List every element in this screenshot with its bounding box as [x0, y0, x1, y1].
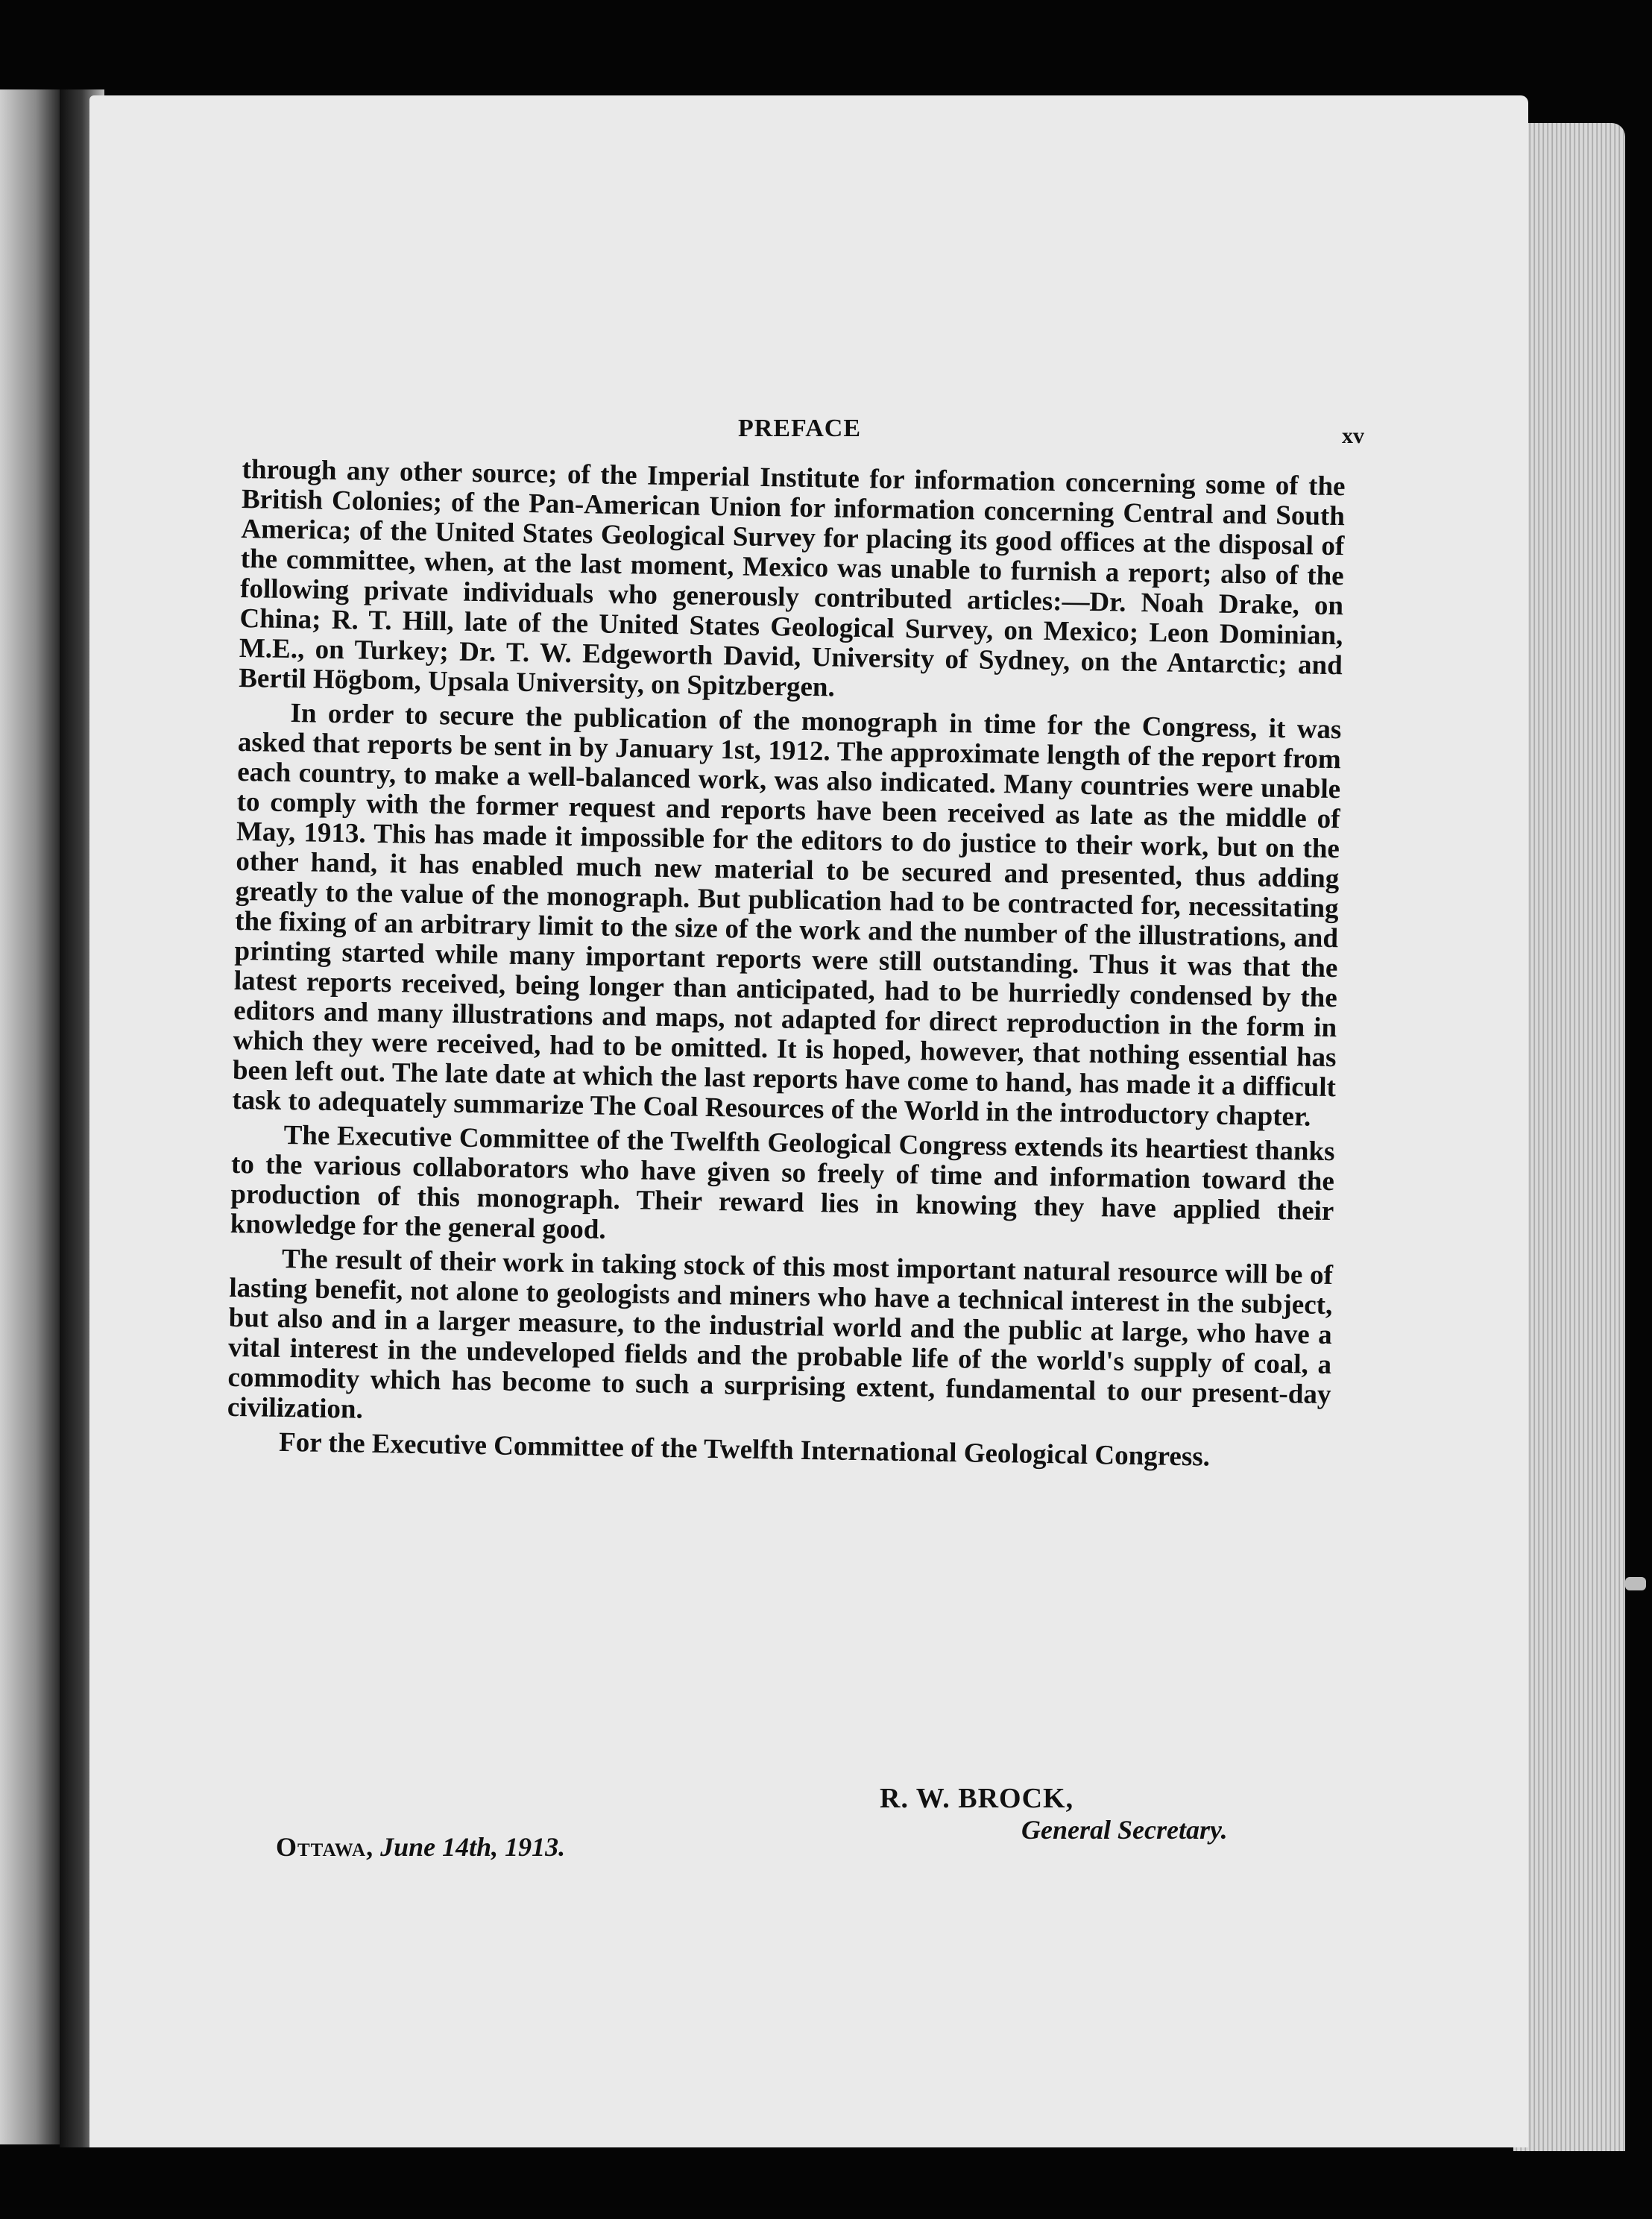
preface-body: [227, 455, 1346, 1479]
paragraph-result: The result of their work in taking stock of this most important natural resource will be of lasting benefit, not alone to geologists and miners who have a technical interest in the subject, but also and in a larger measure, to the industrial world and the public at large, who have a vital interest in the undeveloped fields and the probable life of the world's supply of coal, a commodity which has become to such a surprising extent, fundamental to our present-day civilization.: [227, 1243, 1334, 1425]
page-edge-tab: [1625, 1577, 1646, 1590]
paragraph-thanks: The Executive Committee of the Twelfth Geological Congress extends its heartiest thanks to the various collaborators who have given so freely of time and information toward the production of this monograph. Their reward lies in knowing they have applied their knowledge for the general good.: [230, 1119, 1335, 1245]
page-number: xv: [1342, 424, 1364, 448]
dateline: [276, 1831, 565, 1863]
running-head: [179, 319, 1446, 448]
dateline-date: June 14th, 1913.: [380, 1832, 566, 1862]
page-stack-edge: [1513, 123, 1625, 2151]
dateline-place: Ottawa,: [276, 1832, 374, 1862]
paragraph-continued: through any other source; of the Imperial Institute for information concerning some of the British Colonies; of the Pan-American Union for information concerning Central and South America; of the United States Geological Survey for placing its good offices at the disposal of the committee, when, at the last moment, Mexico was unable to furnish a report; also of the following private individuals who generously contributed articles:—Dr. Noah Drake, on China; R. T. Hill, late of the United States Geological Survey, on Mexico; Leon Dominian, M.E., on Turkey; Dr. T. W. Edgeworth David, University of Sydney, on the Antarctic; and Bertil Högbom, Upsala University, on Spitzbergen.: [238, 454, 1346, 703]
signature-name: R. W. BROCK,: [880, 1783, 1074, 1814]
facing-page-edge: [0, 89, 60, 2144]
page-title: PREFACE: [738, 415, 862, 442]
signature-title: General Secretary.: [1021, 1815, 1228, 1845]
paragraph-publication: In order to secure the publication of the monograph in time for the Congress, it was asked that reports be sent in by January 1st, 1912. The approximate length of the report from each country, to make a well-balanced work, was also indicated. Many countries were unable to comply with the former request and reports have been received as late as the middle of May, 1913. This has made it impossible for the editors to do justice to their work, but on the other hand, it has enabled much new material to be secured and presented, thus adding greatly to the value of the monograph. But publication had to be contracted for, necessitating the fixing of an arbitrary limit to the size of the work and the number of the illustrations, and printing started while many important reports were still outstanding. Thus it was that the latest reports received, being longer than anticipated, had to be hurriedly condensed by the editors and many illustrations and maps, not adapted for direct reproduction in the form in which they were received, had to be omitted. It is hoped, however, that nothing essential has been left out. The late date at which the last reports have come to hand, has made it a difficult task to adequately summarize The Coal Resources of the World in the introductory chapter.: [232, 698, 1342, 1133]
paragraph-closing: For the Executive Committee of the Twelfth International Geological Congress.: [278, 1426, 1211, 1473]
book-page: [89, 95, 1528, 2147]
